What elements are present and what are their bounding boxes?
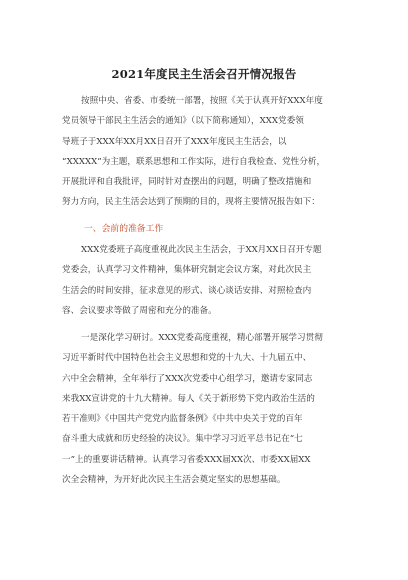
paragraph-line: 六中全会精神，全年举行了XXX次党委中心组学习，邀请专家同志: [62, 373, 313, 384]
section1-paragraph: [62, 240, 352, 321]
paragraph-line: 习近平新时代中国特色社会主义思想和党的十九大、十九届五中、: [62, 353, 312, 364]
paragraph-line: “XXXXX”为主题，联系思想和工作实际，进行自我检查、党性分析，: [62, 156, 326, 167]
paragraph-line: XXX党委班子高度重视此次民主生活会，于XX月XX日召开专题: [81, 245, 322, 255]
paragraph-line: 容、会议要求等做了周密和充分的准备。: [62, 305, 217, 316]
document-title: 2021年度民主生活会召开情况报告: [111, 67, 297, 81]
paragraph-line: 生活会的时间安排，征求意见的形式、谈心谈话安排、对照检查内: [62, 285, 312, 296]
paragraph-line: 一”上的重要讲话精神。认真学习省委XXX届XX次、市委XX届XX: [62, 454, 311, 465]
paragraph-line: 党委会，认真学习文件精神，集体研究制定会议方案，对此次民主: [62, 265, 312, 276]
paragraph-line: 来我XX宣讲党的十九大精神。每人《关于新形势下党内政治生活的: [62, 393, 315, 404]
section-heading: 一、会前的准备工作: [84, 224, 164, 234]
paragraph-line: 党员领导干部民主生活会的通知》（以下简称通知），XXX党委领: [62, 116, 304, 127]
paragraph-line: 若干准则》《中国共产党党内监督条例》《中共中央关于党的百年: [62, 414, 303, 425]
intro-paragraph: [62, 91, 352, 213]
paragraph-line: 开展批评和自我批评，同时针对查摆出的问题，明确了整改措施和: [62, 177, 312, 188]
section2-paragraph: [62, 328, 352, 490]
paragraph-line: 按照中央、省委、市委统一部署，按照《关于认真开好XXX年度: [81, 96, 323, 106]
paragraph-line: 奋斗重大成就和历史经验的决议》。集中学习习近平总书记在“七: [62, 434, 303, 445]
paragraph-line: 次全会精神，为开好此次民主生活会奠定坚实的思想基础。: [62, 475, 286, 486]
paragraph-line: 一是深化学习研讨。XXX党委高度重视，精心部署开展学习贯彻: [81, 333, 323, 343]
paragraph-line: 导班子于XXX年XX月XX日召开了XXX年度民主生活会，以: [62, 136, 287, 147]
paragraph-line: 努力方向，民主生活会达到了预期的目的，现将主要情况报告如下：: [62, 197, 320, 208]
